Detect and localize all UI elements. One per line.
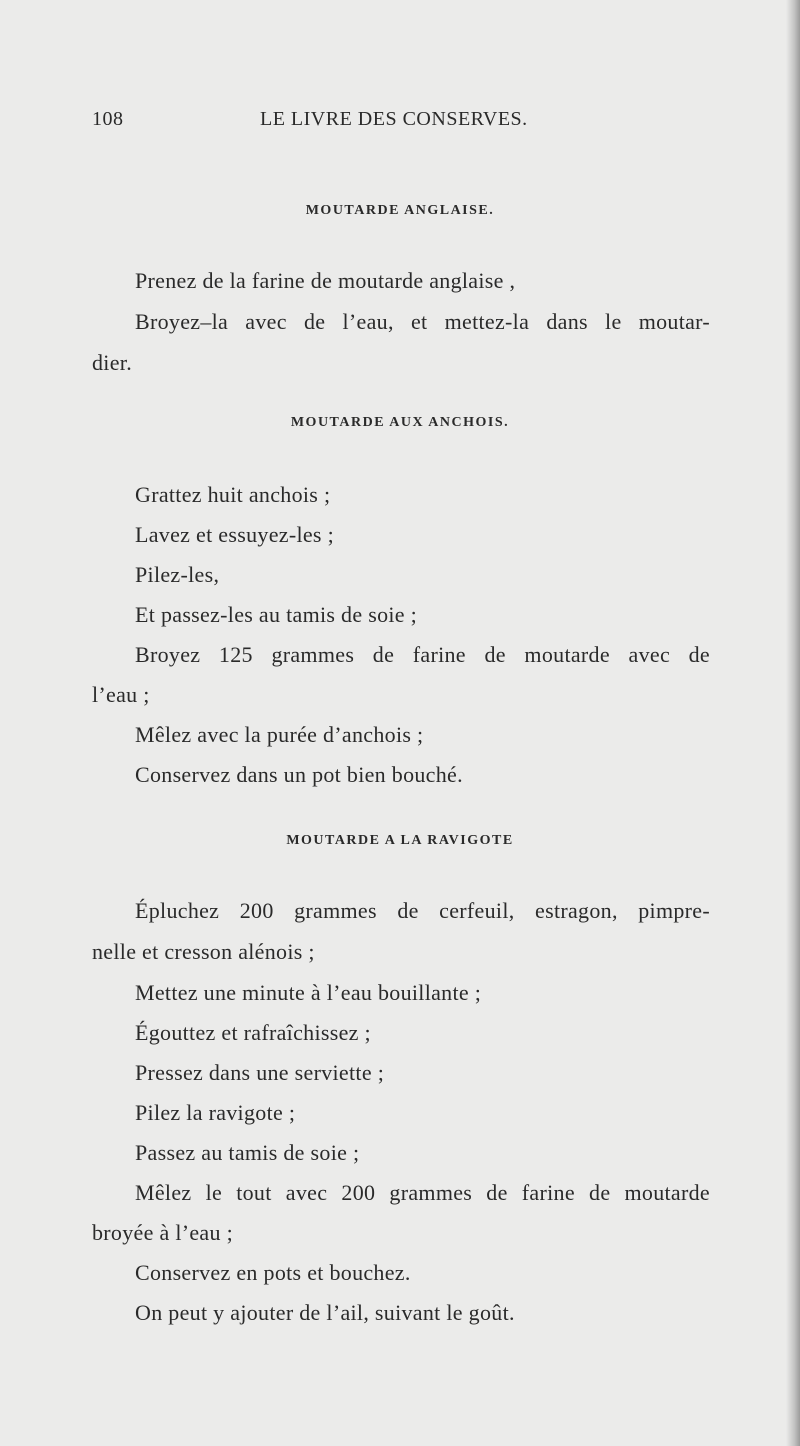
text-line: Et passez-les au tamis de soie ; xyxy=(135,602,418,627)
text-line: On peut y ajouter de l’ail, suivant le goût. xyxy=(135,1300,515,1325)
page-number: 108 xyxy=(92,108,124,130)
text-line: Mêlez le tout avec 200 grammes de farine de moutarde xyxy=(135,1180,710,1205)
text-line: Épluchez 200 grammes de cerfeuil, estragon, pimpre- xyxy=(135,898,710,923)
text-line: Grattez huit anchois ; xyxy=(135,482,331,507)
section-title: MOUTARDE ANGLAISE. xyxy=(305,203,495,218)
text-line: Pilez-les, xyxy=(135,562,220,587)
text-line: dier. xyxy=(92,350,132,375)
text-line: nelle et cresson alénois ; xyxy=(92,939,315,964)
page-header xyxy=(92,108,712,142)
text-line: Conservez dans un pot bien bouché. xyxy=(135,762,463,787)
text-line: Broyez 125 grammes de farine de moutarde avec de xyxy=(135,642,710,667)
text-line: Mêlez avec la purée d’anchois ; xyxy=(135,722,424,747)
text-line: Égouttez et rafraîchissez ; xyxy=(135,1020,371,1045)
running-title: LE LIVRE DES CONSERVES. xyxy=(260,108,528,130)
text-line: Lavez et essuyez-les ; xyxy=(135,522,335,547)
text-line: Pressez dans une serviette ; xyxy=(135,1060,385,1085)
text-line: Conservez en pots et bouchez. xyxy=(135,1260,411,1285)
text-line: Broyez–la avec de l’eau, et mettez-la dans le moutar- xyxy=(135,309,710,334)
text-line: Prenez de la farine de moutarde anglaise , xyxy=(135,268,516,293)
text-line: broyée à l’eau ; xyxy=(92,1220,233,1245)
section-title: MOUTARDE AUX ANCHOIS. xyxy=(290,415,510,430)
text-line: Mettez une minute à l’eau bouillante ; xyxy=(135,980,482,1005)
section-title: MOUTARDE A LA RAVIGOTE xyxy=(286,833,514,848)
text-line: l’eau ; xyxy=(92,682,150,707)
text-line: Passez au tamis de soie ; xyxy=(135,1140,360,1165)
text-line: Pilez la ravigote ; xyxy=(135,1100,296,1125)
